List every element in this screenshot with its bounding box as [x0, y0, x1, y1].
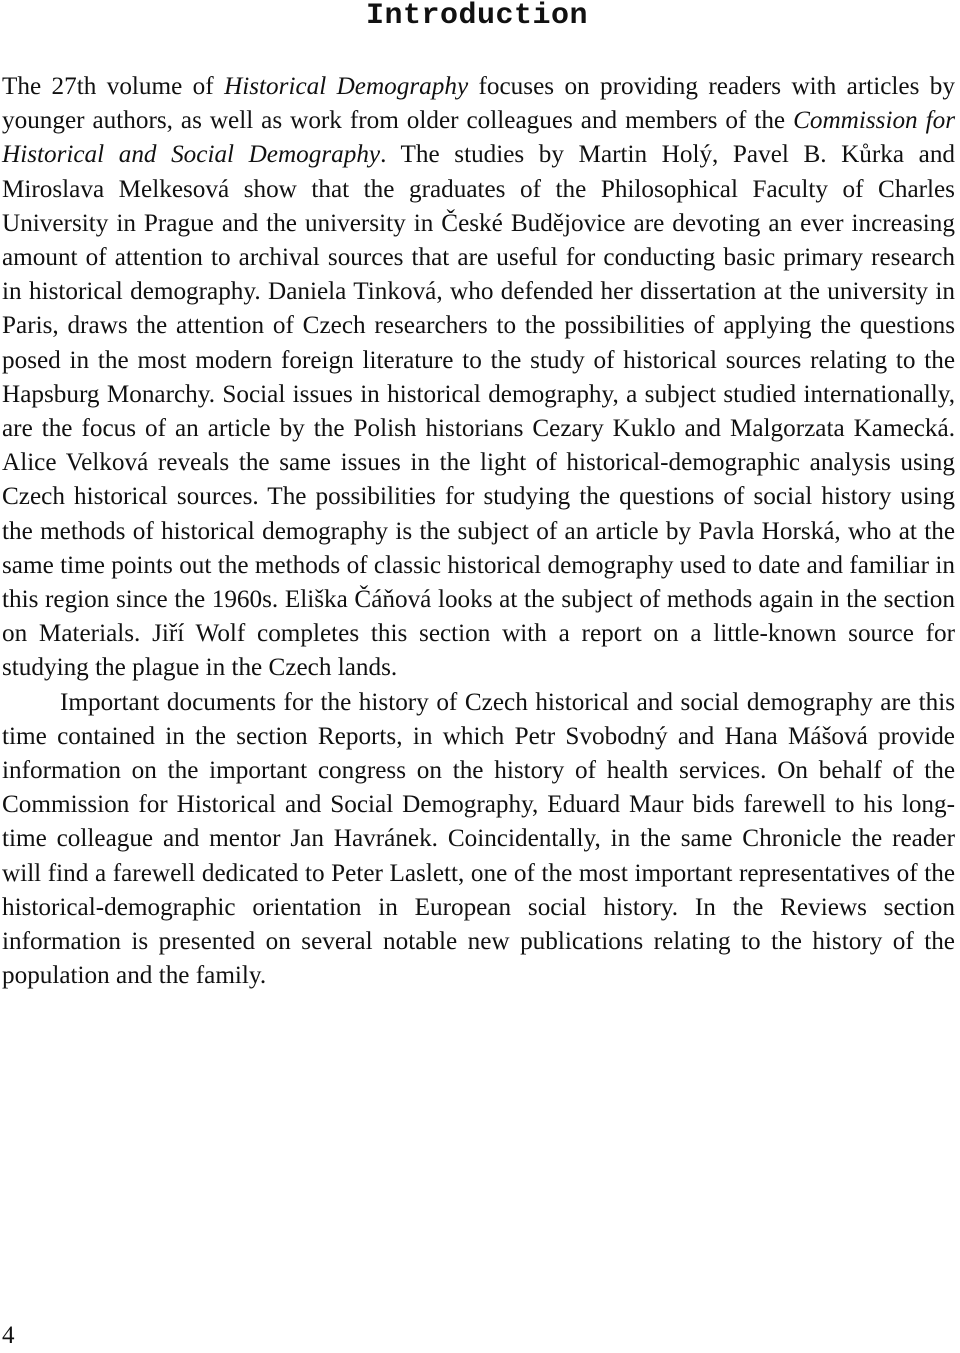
paragraph-1-text-a: The 27th volume of	[2, 73, 225, 100]
paragraph-1-text-b: focuses on providing readers with articles by younger authors, as well as work from older colleagues and members of the	[2, 73, 955, 135]
paragraph-2: Important documents for the history of Czech historical and social demography are this time contained in the section Reports, in which Petr Svobodný and Hana Mášová provide information on the important congress on the history of health services. On behalf of the Commission for Historical and Social Demography, Eduard Maur bids farewell to his long-time colleague and mentor Jan Havránek. Coincidentally, in the same Chronicle the reader will find a farewell dedicated to Peter Laslett, one of the most important representatives of the historical-demographic orientation in European social history. In the Reviews section information is presented on several notable new publications relating to the history of the population and the family.	[2, 688, 955, 990]
page-number: 4	[2, 1322, 15, 1349]
body-text	[2, 70, 955, 993]
page-title: Introduction	[365, 0, 589, 33]
commission-name-italic: Commission for Historical and Social Demography	[2, 107, 955, 169]
journal-title-italic: Historical Demography	[224, 73, 469, 100]
paragraph-1	[2, 70, 955, 686]
paragraph-1-text-c: . The studies by Martin Holý, Pavel B. Kůrka and Miroslava Melkesová show that the graduates of the Philosophical Faculty of Charles University in Prague and the university in České Budějovice are devoting an ever increasing amount of attention to archival sources that are useful for conducting basic primary research in historical demography. Daniela Tinková, who defended her dissertation at the university in Paris, draws the attention of Czech researchers to the possibilities of applying the questions posed in the most modern foreign literature to the study of historical sources relating to the Hapsburg Monarchy. Social issues in historical demography, a subject studied internationally, are the focus of an article by the Polish historians Cezary Kuklo and Malgorzata Kamecká. Alice Velková reveals the same issues in the light of historical-demographic analysis using Czech historical sources. The possibilities for studying the questions of social history using the methods of historical demography is the subject of an article by Pavla Horská, who at the same time points out the methods of classic historical demography used to date and familiar in this region since the 1960s. Eliška Čáňová looks at the subject of methods again in the section on Materials. Jiří Wolf completes this section with a report on a little-known source for studying the plague in the Czech lands.	[2, 141, 956, 682]
